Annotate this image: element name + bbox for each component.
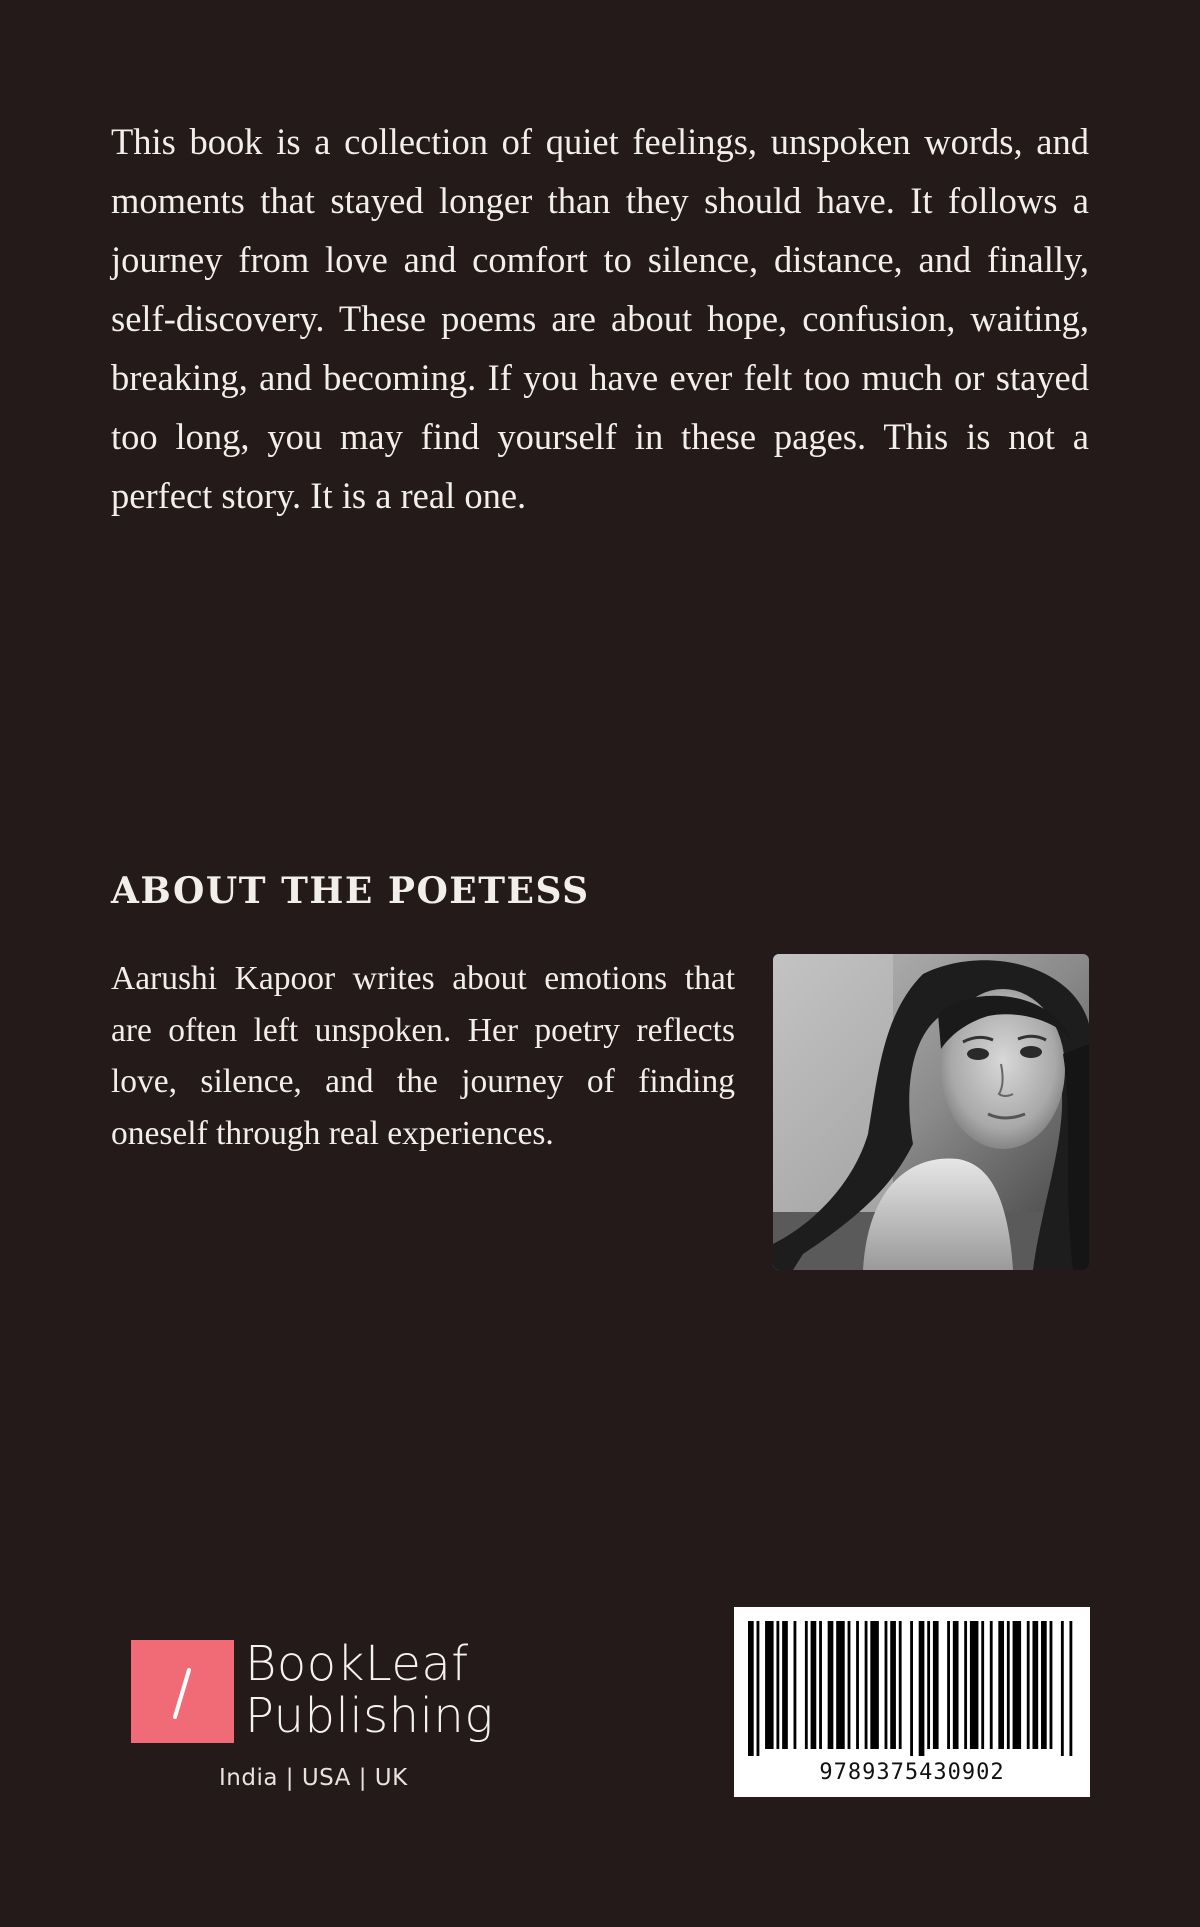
about-heading: ABOUT THE POETESS [111,870,590,912]
author-photo [773,954,1089,1270]
publisher-regions: India | USA | UK [219,1765,408,1791]
publisher-name-line1: BookLeaf [245,1636,469,1692]
publisher-name-line2: Publishing [245,1688,494,1744]
slash-logo-icon [131,1640,234,1743]
back-cover-blurb: This book is a collection of quiet feelings, unspoken words, and moments that stayed longer than they should have. It follows a journey from love and comfort to silence, distance, and finally, self-discovery. These poems are about hope, confusion, waiting, breaking, and becoming. If you have ever felt too much or stayed too long, you may find yourself in these pages. This is not a perfect story. It is a real one. [111,121,1089,516]
isbn-barcode [734,1607,1090,1797]
isbn-number: 9789375430902 [819,1760,1005,1785]
author-bio: Aarushi Kapoor writes about emotions that are often left unspoken. Her poetry reflects love, silence, and the journey of finding oneself through real experiences. [111,960,735,1152]
publisher-logo [131,1636,511,1800]
barcode-icon [748,1621,1078,1756]
